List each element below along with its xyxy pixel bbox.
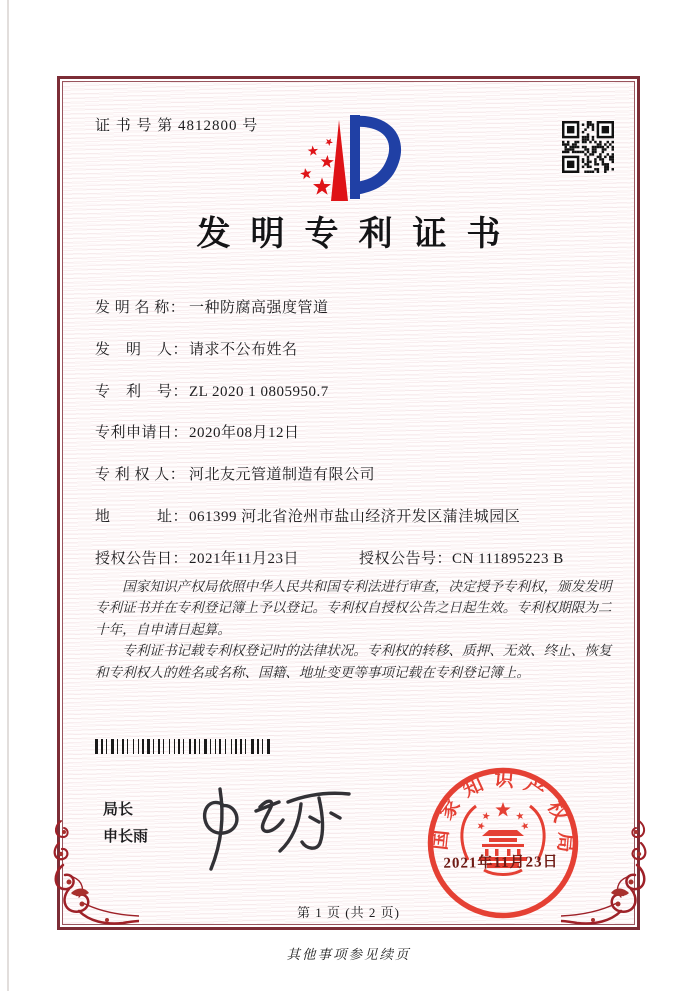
handwritten-signature-icon (172, 780, 372, 880)
official-seal-icon (424, 764, 582, 922)
field-invention-name (95, 296, 625, 317)
legal-paragraph-1: 国家知识产权局依照中华人民共和国专利法进行审查，决定授予专利权，颁发发明专利证书并在专利登记簿上予以登记。专利权自授权公告之日起生效。专利权期限为二十年，自申请日起算。 (95, 579, 612, 637)
field-patent-number (95, 380, 625, 401)
cnipa-logo-icon (288, 112, 420, 205)
field-label: 专 利 号： (95, 384, 189, 400)
field-label: 地 址： (95, 509, 189, 525)
svg-text:国家知识产权局 (428, 767, 578, 862)
director-name: 申长雨 (103, 829, 149, 845)
field-value: ZL 2020 1 0805950.7 (189, 384, 329, 400)
qr-code-icon (562, 121, 614, 173)
field-value: 请求不公布姓名 (189, 342, 298, 358)
seal-ring-text: 国家知识产权局 (428, 768, 577, 863)
field-label: 授权公告号： (359, 551, 453, 567)
field-value: 2021年11月23日 (189, 551, 299, 567)
field-label: 授权公告日： (95, 551, 189, 567)
field-address (95, 505, 625, 526)
field-value: 一种防腐高强度管道 (189, 300, 329, 316)
director-title: 局长 (103, 802, 134, 818)
field-label: 发 明 名 称： (95, 300, 186, 316)
scan-edge-line (7, 0, 9, 991)
page-number: 第 1 页 (共 2 页) (297, 905, 400, 920)
barcode-icon (95, 739, 273, 754)
field-patentee (95, 463, 625, 484)
field-value: CN 111895223 B (452, 551, 564, 567)
field-value: 2020年08月12日 (189, 425, 300, 441)
field-label: 专利申请日： (95, 425, 189, 441)
field-filing-date (95, 421, 625, 442)
continuation-note: 其他事项参见续页 (286, 947, 411, 962)
field-grant-date-and-number (95, 547, 625, 568)
legal-text-block (95, 576, 614, 683)
field-value: 河北友元管道制造有限公司 (189, 467, 376, 483)
field-value: 061399 河北省沧州市盐山经济开发区蒲洼城园区 (189, 509, 521, 525)
certificate-number: 证 书 号 第 4812800 号 (95, 118, 259, 134)
field-inventor (95, 338, 625, 359)
field-label: 发 明 人： (95, 342, 189, 358)
legal-paragraph-2: 专利证书记载专利权登记时的法律状况。专利权的转移、质押、无效、终止、恢复和专利权人的姓名或名称、国籍、地址变更等事项记载在专利登记簿上。 (95, 643, 612, 680)
certificate-title: 发明专利证书 (196, 216, 521, 253)
seal-date: 2021年11月23日 (443, 854, 559, 872)
field-label: 专 利 权 人： (95, 467, 186, 483)
